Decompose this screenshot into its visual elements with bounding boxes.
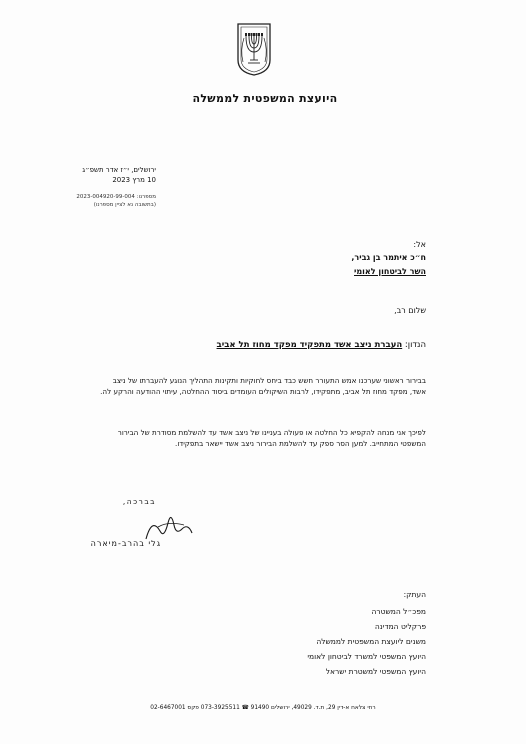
cc-recipient: משנים ליועצת המשפטית לממשלה [316, 637, 426, 646]
subject-line [217, 340, 426, 350]
state-emblem-icon [235, 22, 273, 76]
footer-contact: רחי צלאח א-דין 29, ת.ד. 49029, ירושלים 91490 ☎ 073-3925511 פקס 02-6467001 [150, 705, 376, 711]
date-hebrew: ירושלים, י״ז אדר תשפ״ג [82, 166, 156, 174]
date-gregorian: 10 מרץ 2023 [112, 176, 156, 184]
cc-label: העתק: [403, 590, 426, 599]
signer-name: גלי בהרב-מיארה [90, 539, 161, 548]
cc-recipient: מפכ״ל המשטרה [371, 607, 426, 616]
reference-block [16, 193, 156, 209]
subject-text: העברת ניצב אשד מתפקיד מפקד מחוז תל אביב [216, 340, 403, 350]
closing-regards: בברכה, [122, 497, 156, 506]
letter-date [16, 165, 156, 185]
body-paragraph-2: לפיכך אני מנחה להקפיא כל החלטה או פעולה בעניינו של ניצב אשד עד להשלמת מסודרת של הבירור המשפטי המתחייב. למען הסר ספק עד להשלמת הבירור ניצב אשד יישאר בתפקידו. [117, 428, 426, 448]
recipient-name: ח״כ איתמר בן גביר, [351, 253, 426, 262]
cc-recipient: היועץ המשפטי למשטרת ישראל [325, 667, 426, 676]
reference-note: (בתשובה נא לציין מספרנו) [93, 202, 156, 208]
reference-number: מספרנו: 2023-004920-99-004 [76, 194, 156, 200]
recipient-label: אל: [413, 240, 426, 249]
greeting: שלום רב, [394, 306, 426, 315]
cc-list [307, 604, 426, 679]
cc-recipient: פרקליט המדינה [374, 622, 426, 631]
subject-label: הנדון: [404, 340, 426, 350]
recipient-title: השר לביטחון לאומי [354, 267, 426, 276]
body-paragraph-1: בבירור ראשוני שערכנו אמש התעורר חשש כבד ביחס לחוקיות ותקינות התהליך הנוגע להעברתו של ניצב אשד, מפקד מחוז תל אביב, מתפקידו, לרבות השיקולים העומדים ביסוד ההחלטה, עיתוי ההודעה והרקע לה. [100, 376, 426, 396]
organization-title: היועצת המשפטית לממשלה [192, 92, 338, 105]
cc-recipient: היועץ המשפטי למשרד לביטחון לאומי [307, 652, 426, 661]
